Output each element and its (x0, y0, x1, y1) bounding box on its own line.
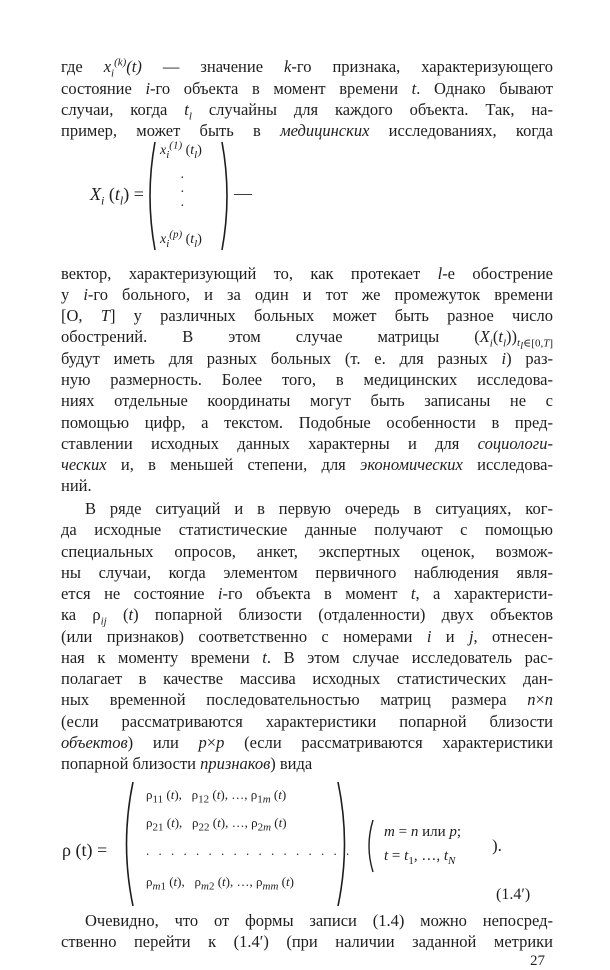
matrix-row-3: . . . . . . . . . . . . . . . . . (146, 843, 353, 858)
text-line: ственно перейти к (1.4′) (при наличии заданной метрики (61, 932, 553, 951)
left-paren-icon (363, 818, 375, 874)
formula-tail: ). (492, 836, 502, 855)
text-line: полагает в качестве массива исходных статистических дан- (61, 669, 553, 688)
vector-bottom-entry: $x_i^{(p)}$ $(t_l)$ (160, 228, 202, 250)
matrix-row-4: $\rho_{m1}$ (t), $\rho_{m2}$ (t), …, $\rho_{mm}$ (t) (146, 874, 294, 893)
condition-t: $t = t_1$, …, $t_N$ (384, 848, 456, 867)
text-line: [O, T] у различных больных может быть разное число (61, 306, 553, 325)
condition-m: m = n или p; (384, 824, 462, 840)
text-line: ческих и, в меньшей степени, для экономических исследова- (61, 455, 553, 474)
text-line: пример, может быть в медицинских исследованиях, когда (61, 121, 554, 140)
equation-number: (1.4′) (496, 886, 531, 903)
formula-vector-lhs: $X_i$ $(t_l)$ = (90, 184, 144, 208)
formula-dash: — (234, 183, 252, 203)
text-line: случаи, когда $t_l$ случайны для каждого объекта. Так, на- (61, 100, 553, 123)
right-paren-icon (335, 780, 353, 908)
text-line: где $x_i^{(k)}(t)$ — значение k-го признака, характеризующего (61, 56, 554, 80)
right-paren-icon (220, 140, 234, 252)
text-line: помощью цифр, а текстом. Подобные особенности в пред- (61, 413, 553, 432)
text-line: ка $\rho_{ij}$ (t) попарной близости (отдаленности) двух объектов (61, 605, 553, 628)
text-line: ниях отдельные координаты могут быть записаны не с (61, 391, 553, 410)
text-line: В ряде ситуаций и в первую очередь в ситуациях, ког- (85, 499, 553, 518)
vector-dots: · · · (180, 171, 185, 214)
page-number: 27 (530, 953, 545, 969)
text-line: объектов) или p×p (если рассматриваются характеристики (61, 733, 553, 752)
text-line: ны случаи, когда элементом первичного наблюдения явля- (61, 563, 553, 582)
text-line: (или признаков) соответственно с номерами i и j, отнесен- (61, 627, 553, 646)
text-line: у i-го больного, и за один и тот же промежуток времени (61, 285, 554, 304)
text-line: ная к моменту времени t. В этом случае исследователь рас- (61, 648, 554, 667)
left-paren-icon (143, 140, 157, 252)
matrix-row-1: $\rho_{11}$ (t), $\rho_{12}$ (t), …, $\rho_{1m}$ (t) (146, 787, 287, 806)
text-line: обострений. В этом случае матрицы $(X_i(t_l))_{t_l\in[0,T]}$ (61, 327, 553, 353)
left-paren-icon (118, 780, 136, 908)
text-line: ных временной последовательностью матриц размера n×n (61, 690, 553, 709)
text-line: специальных опросов, анкет, экспертных оценок, возмож- (61, 542, 553, 561)
text-line: ставлении исходных данных характерны и для социологи- (61, 434, 553, 453)
text-line: (если рассматриваются характеристики попарной близости (61, 712, 553, 731)
text-line: будут иметь для разных больных (т. е. для разных i) раз- (61, 349, 553, 368)
text-line: состояние i-го объекта в момент времени t. Однако бывают (61, 79, 553, 98)
text-line: Очевидно, что от формы записи (1.4) можно непосред- (85, 911, 553, 930)
text-line: ную размерность. Более того, в медицинских исследова- (61, 370, 553, 389)
matrix-row-2: $\rho_{21}$ (t), $\rho_{22}$ (t), …, $\rho_{2m}$ (t) (146, 815, 287, 834)
text-line: попарной близости признаков) вида (61, 754, 313, 773)
vector-top-entry: $x_i^{(1)}$ $(t_l)$ (160, 139, 202, 161)
text-line: ется не состояние i-го объекта в момент t, а характеристи- (61, 584, 553, 603)
formula-matrix-lhs: ρ (t) = (62, 840, 108, 860)
text-line: вектор, характеризующий то, как протекает l-е обострение (61, 264, 553, 283)
text-line: да исходные статистические данные получают с помощью (61, 520, 553, 539)
text-line: ний. (61, 476, 92, 495)
